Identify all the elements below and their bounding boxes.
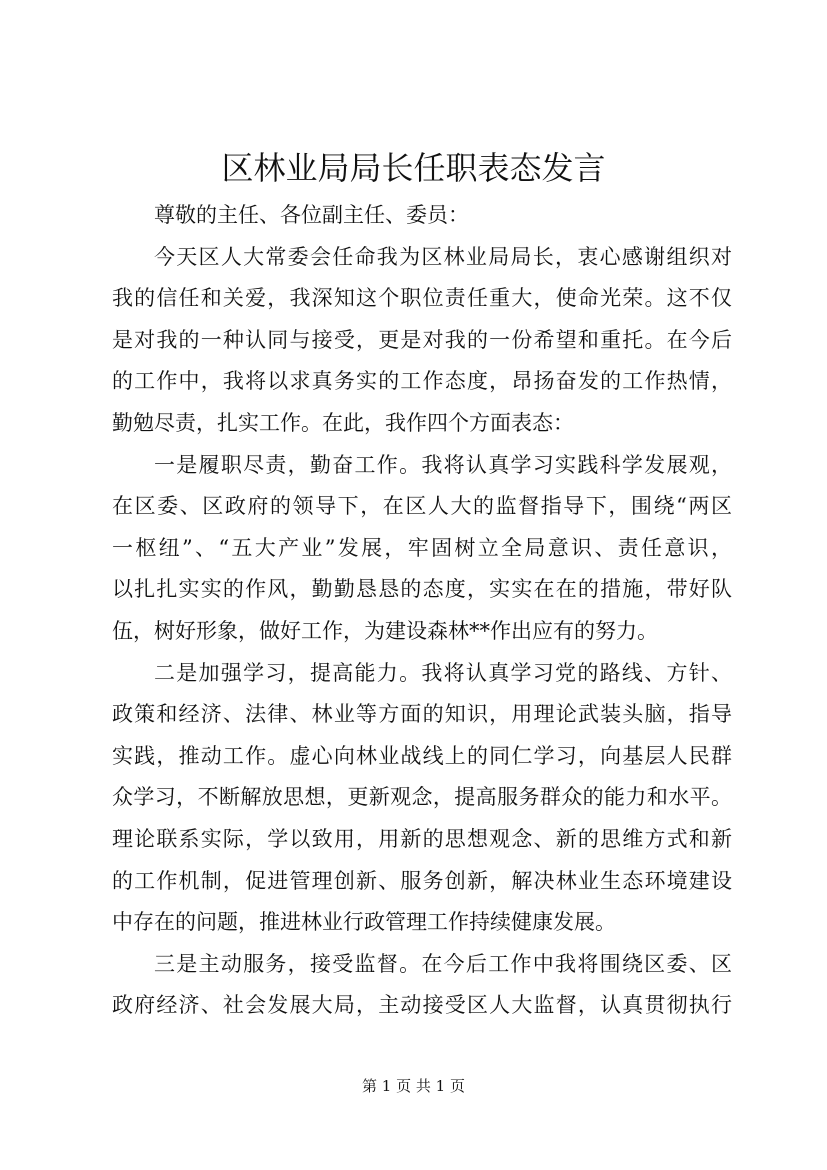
body-line: 我的信任和关爱，我深知这个职位责任重大，使命光荣。这不仅 [112, 286, 732, 311]
body-line: 是对我的一种认同与接受，更是对我的一份希望和重托。在今后 [112, 327, 732, 352]
body-line: 在区委、区政府的领导下，在区人大的监督指导下，围绕“两区 [112, 494, 732, 519]
body-line: 勤勉尽责，扎实工作。在此，我作四个方面表态： [112, 410, 574, 435]
body-line: 实践，推动工作。虚心向林业战线上的同仁学习，向基层人民群 [112, 743, 732, 768]
document-title: 区林业局局长任职表态发言 [221, 149, 606, 187]
body-line: 众学习，不断解放思想，更新观念，提高服务群众的能力和水平。 [112, 785, 732, 810]
body-line: 三是主动服务，接受监督。在今后工作中我将围绕区委、区 [154, 951, 732, 976]
body-line: 政策和经济、法律、林业等方面的知识，用理论武装头脑，指导 [112, 702, 732, 727]
body-line: 以扎扎实实的作风，勤勤恳恳的态度，实实在在的措施，带好队 [112, 577, 732, 602]
body-line: 伍，树好形象，做好工作，为建设森林**作出应有的努力。 [112, 618, 658, 643]
body-line: 中存在的问题，推进林业行政管理工作持续健康发展。 [112, 910, 616, 935]
body-line: 理论联系实际，学以致用，用新的思想观念、新的思维方式和新 [112, 826, 732, 851]
body-line: 的工作中，我将以求真务实的工作态度，昂扬奋发的工作热情， [112, 369, 732, 394]
body-line: 的工作机制，促进管理创新、服务创新，解决林业生态环境建设 [112, 868, 732, 893]
body-line: 尊敬的主任、各位副主任、委员： [154, 203, 469, 227]
body-line: 今天区人大常委会任命我为区林业局局长，衷心感谢组织对 [154, 244, 732, 269]
document-body [112, 195, 732, 1027]
body-line: 政府经济、社会发展大局，主动接受区人大监督，认真贯彻执行 [112, 993, 732, 1018]
body-line: 一枢纽”、“五大产业”发展，牢固树立全局意识、责任意识， [112, 535, 732, 560]
body-line: 二是加强学习，提高能力。我将认真学习党的路线、方针、 [154, 660, 732, 685]
page-footer: 第 1 页 共 1 页 [362, 1077, 465, 1095]
body-line: 一是履职尽责，勤奋工作。我将认真学习实践科学发展观， [154, 452, 732, 477]
